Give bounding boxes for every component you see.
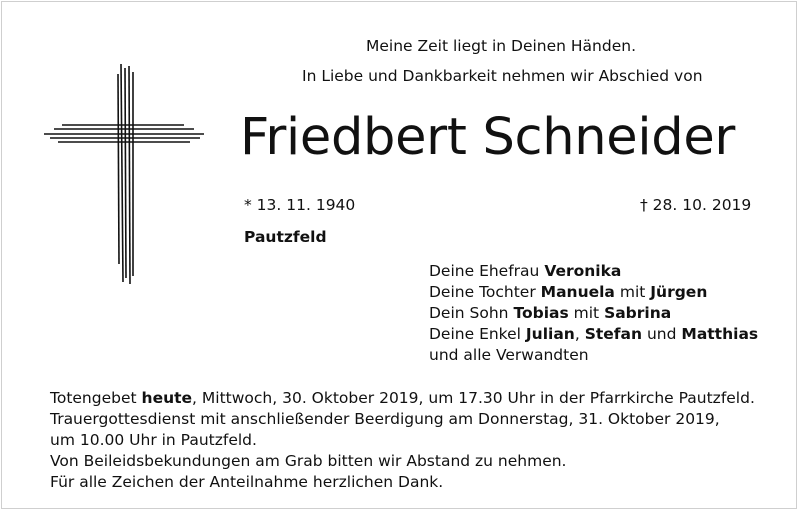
family-name: Tobias [513,304,569,322]
notice-thanks: Für alle Zeichen der Anteilnahme herzlichen Dank. [50,473,444,491]
notice-highlight: heute [141,389,193,407]
notice-prayer [50,388,755,408]
family-label: Deine Ehefrau [429,262,540,280]
family-connector: mit [573,304,600,322]
notice-service-time: um 10.00 Uhr in Pautzfeld. [50,431,257,449]
family-relatives: und alle Verwandten [429,346,589,364]
cross-icon [44,64,206,286]
family-name: Julian [525,325,575,343]
verse: Meine Zeit liegt in Deinen Händen. [366,37,637,55]
family-name: Jürgen [650,283,708,301]
family-connector: und [646,325,677,343]
family-connector: mit [619,283,646,301]
family-connector: , [574,325,580,343]
family-grandchildren [429,324,758,344]
family-name: Manuela [540,283,615,301]
family-label: Dein Sohn [429,304,509,322]
family-son [429,303,671,323]
death-date: † 28. 10. 2019 [640,196,752,214]
hometown: Pautzfeld [244,228,327,246]
family-name: Veronika [544,262,622,280]
notice-text: , Mittwoch, 30. Oktober 2019, um 17.30 Uhr in der Pfarrkirche Pautzfeld. [192,389,755,407]
family-name: Stefan [584,325,643,343]
family-daughter [429,282,707,302]
notice-text: Totengebet [50,389,137,407]
notice-service: Trauergottesdienst mit anschließender Beerdigung am Donnerstag, 31. Oktober 2019, [50,410,720,428]
family-label: Deine Tochter [429,283,536,301]
family-name: Matthias [681,325,759,343]
family-name: Sabrina [604,304,672,322]
farewell-line: In Liebe und Dankbarkeit nehmen wir Abschied von [302,67,703,85]
birth-date: * 13. 11. 1940 [244,196,356,214]
family-wife [429,261,621,281]
notice-condolences: Von Beileidsbekundungen am Grab bitten wir Abstand zu nehmen. [50,452,567,470]
deceased-name: Friedbert Schneider [240,108,736,167]
obituary-notice [1,1,797,509]
family-label: Deine Enkel [429,325,521,343]
